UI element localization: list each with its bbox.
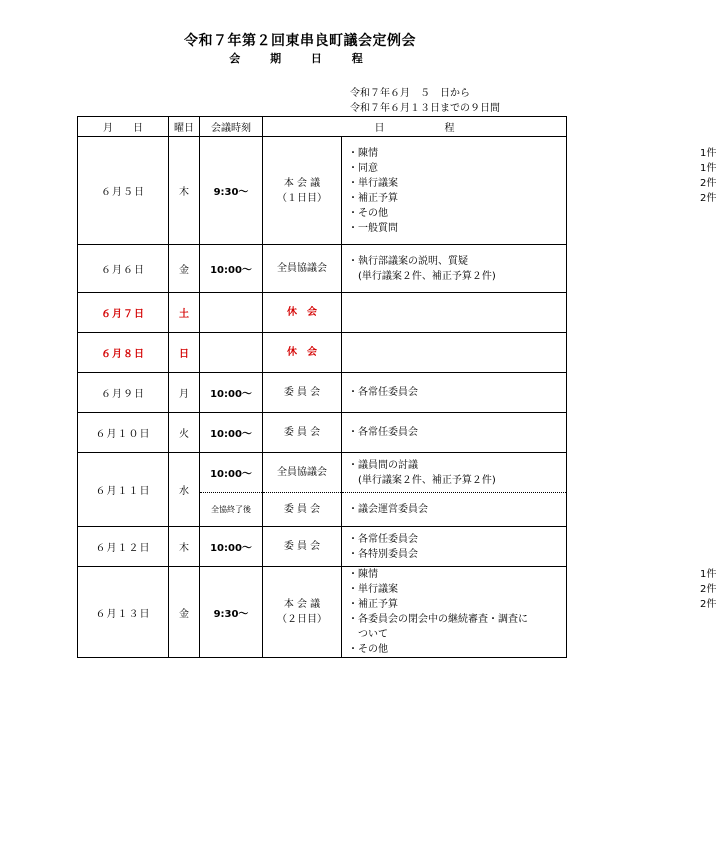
- date-cell: ６月５日: [78, 137, 169, 245]
- time-cell: [200, 333, 263, 373]
- meeting-cell: [263, 333, 342, 373]
- program-item-text: ・補正予算: [348, 599, 398, 610]
- meeting-type: 委 員 会: [283, 427, 321, 438]
- time-cell: 9:30〜: [200, 137, 263, 245]
- meeting-cell: [263, 527, 342, 567]
- date-cell: ６月１１日: [78, 453, 169, 527]
- time-cell: 10:00〜: [200, 373, 263, 413]
- document-title: 令和７年第２回東串良町議会定例会: [184, 33, 416, 49]
- period-to: 令和７年６月１３日までの９日間: [350, 103, 500, 114]
- program-item-text: (単行議案２件、補正予算２件): [348, 474, 496, 486]
- program-item-text: ・執行部議案の説明、質疑: [348, 255, 468, 267]
- program-item-text: ついて: [348, 629, 388, 640]
- time-cell: 10:00〜: [200, 245, 263, 293]
- program-item: [348, 221, 566, 236]
- program-cell: [342, 527, 567, 567]
- program-item: [348, 206, 566, 221]
- day-cell: 水: [169, 453, 200, 527]
- program-item: [348, 567, 716, 582]
- program-item-count: 1件: [700, 147, 716, 159]
- program-item: [348, 582, 716, 597]
- table-row: [78, 137, 567, 245]
- meeting-cell: [263, 373, 342, 413]
- program-item-count: 2件: [700, 584, 716, 595]
- program-cell: [342, 333, 567, 373]
- program-item-text: ・陳情: [348, 569, 378, 580]
- program-item: [348, 597, 716, 612]
- day-cell: 土: [169, 293, 200, 333]
- meeting-type: 本 会 議: [283, 177, 321, 189]
- meeting-cell: [263, 493, 342, 527]
- program-item: [348, 642, 566, 657]
- program-cell: [342, 373, 567, 413]
- meeting-cell: [263, 453, 342, 493]
- date-cell: ６月８日: [78, 333, 169, 373]
- program-cell: [342, 493, 567, 527]
- time-cell: 10:00〜: [200, 453, 263, 493]
- meeting-cell: [263, 413, 342, 453]
- meeting-type: 全員協議会: [277, 263, 327, 274]
- program-item-count: 2件: [700, 177, 716, 189]
- program-item: [348, 547, 566, 562]
- meeting-day: （１日目）: [277, 192, 327, 204]
- meeting-type: 本 会 議: [283, 599, 321, 610]
- table-row: [78, 527, 567, 567]
- program-item-text: ・陳情: [348, 147, 378, 159]
- day-cell: 木: [169, 137, 200, 245]
- program-item: [348, 191, 716, 206]
- meeting-day: （２日目）: [277, 614, 327, 625]
- day-cell: 火: [169, 413, 200, 453]
- table-row: [78, 413, 567, 453]
- table-row: [78, 567, 567, 658]
- program-item-count: 1件: [700, 569, 716, 580]
- meeting-cell: [263, 137, 342, 245]
- table-row: [78, 373, 567, 413]
- program-cell: [342, 567, 716, 658]
- meeting-type: 全員協議会: [277, 467, 327, 478]
- program-item-count: 2件: [700, 192, 716, 204]
- table-row: [78, 333, 567, 373]
- program-item-text: ・各常任委員会: [348, 387, 418, 398]
- program-item-count: 1件: [700, 162, 716, 174]
- time-cell: 10:00〜: [200, 413, 263, 453]
- program-item: [348, 458, 566, 473]
- program-item-count: 2件: [700, 599, 716, 610]
- program-item-text: ・議員間の討議: [348, 459, 418, 471]
- day-cell: 金: [169, 567, 200, 658]
- program-cell: [342, 245, 567, 293]
- table-row: [78, 453, 567, 493]
- program-item: [348, 532, 566, 547]
- schedule-table: [77, 116, 716, 658]
- day-cell: 月: [169, 373, 200, 413]
- date-cell: ６月１３日: [78, 567, 169, 658]
- date-cell: ６月６日: [78, 245, 169, 293]
- date-cell: ６月７日: [78, 293, 169, 333]
- date-cell: ６月９日: [78, 373, 169, 413]
- program-item-text: ・その他: [348, 207, 388, 219]
- program-item-text: ・補正予算: [348, 192, 398, 204]
- meeting-cell: [263, 245, 342, 293]
- time-cell: 10:00〜: [200, 527, 263, 567]
- program-item-text: ・その他: [348, 644, 388, 655]
- header-day: 曜日: [169, 117, 200, 137]
- document-subtitle: 会 期 日 程: [229, 52, 371, 65]
- program-item: [348, 254, 566, 269]
- program-item: [348, 385, 566, 400]
- table-row: [78, 245, 567, 293]
- date-cell: ６月１２日: [78, 527, 169, 567]
- day-cell: 金: [169, 245, 200, 293]
- program-item-text: ・各常任委員会: [348, 533, 418, 545]
- program-item: [348, 627, 566, 642]
- meeting-type: 休 会: [287, 347, 317, 358]
- table-header-row: [78, 117, 567, 137]
- header-date: 月 日: [78, 117, 169, 137]
- program-item: [348, 502, 566, 517]
- program-cell: [342, 137, 716, 245]
- time-cell: 全協終了後: [200, 493, 263, 527]
- program-item-text: ・各常任委員会: [348, 427, 418, 438]
- program-item-text: (単行議案２件、補正予算２件): [348, 270, 496, 282]
- period-from: 令和７年６月 ５ 日から: [350, 88, 470, 99]
- program-item-text: ・単行議案: [348, 584, 398, 595]
- table-row: [78, 293, 567, 333]
- meeting-cell: [263, 293, 342, 333]
- header-time: 会議時刻: [200, 117, 263, 137]
- program-item: [348, 161, 716, 176]
- program-item-text: ・単行議案: [348, 177, 398, 189]
- program-item: [348, 473, 566, 488]
- program-item: [348, 146, 716, 161]
- program-item-text: ・各委員会の閉会中の継続審査・調査に: [348, 614, 528, 625]
- meeting-type: 委 員 会: [283, 541, 321, 552]
- time-cell: [200, 293, 263, 333]
- program-item-text: ・一般質問: [348, 222, 398, 234]
- program-item-text: ・各特別委員会: [348, 548, 418, 560]
- program-cell: [342, 293, 567, 333]
- meeting-type: 委 員 会: [283, 504, 321, 515]
- session-period: [350, 86, 500, 116]
- program-item: [348, 612, 566, 627]
- program-item-text: ・議会運営委員会: [348, 504, 428, 515]
- header-program: 日 程: [263, 117, 567, 137]
- program-item: [348, 176, 716, 191]
- program-item: [348, 269, 566, 284]
- time-cell: 9:30〜: [200, 567, 263, 658]
- program-item-text: ・同意: [348, 162, 378, 174]
- day-cell: 木: [169, 527, 200, 567]
- meeting-type: 委 員 会: [283, 387, 321, 398]
- program-cell: [342, 453, 567, 493]
- day-cell: 日: [169, 333, 200, 373]
- meeting-cell: [263, 567, 342, 658]
- date-cell: ６月１０日: [78, 413, 169, 453]
- meeting-type: 休 会: [287, 307, 317, 318]
- program-cell: [342, 413, 567, 453]
- program-item: [348, 425, 566, 440]
